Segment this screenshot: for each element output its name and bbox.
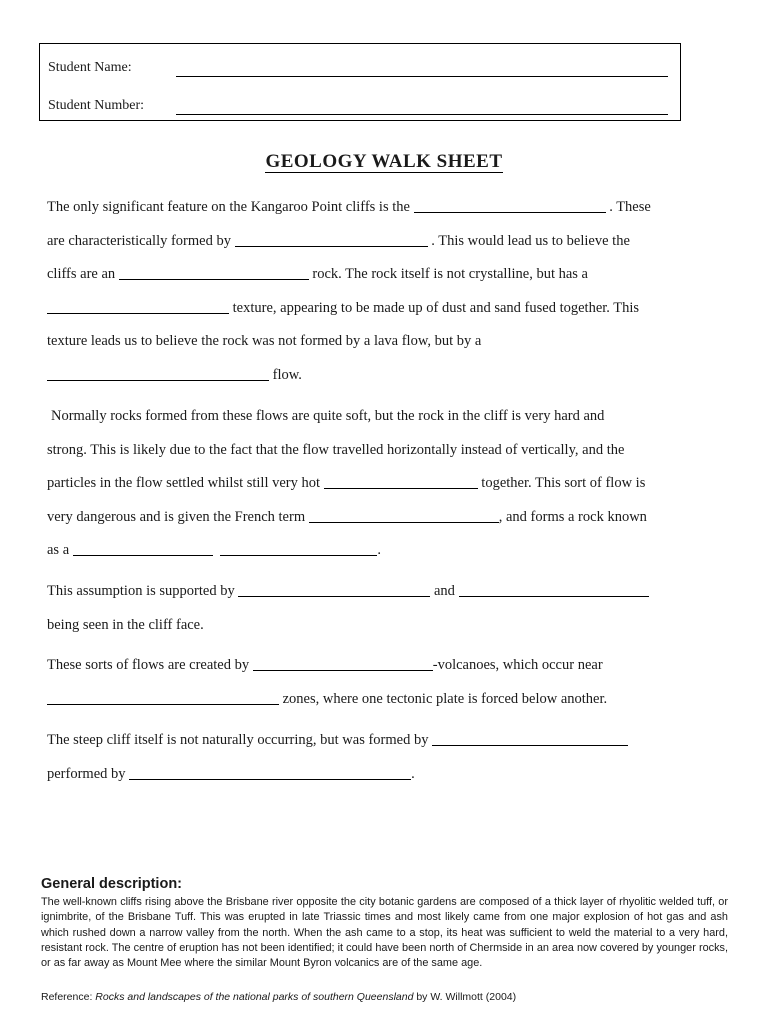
answer-blank[interactable] (47, 365, 269, 381)
reference-title: Rocks and landscapes of the national parks of southern Queensland (95, 991, 414, 1003)
page-title: GEOLOGY WALK SHEET (265, 151, 503, 172)
answer-blank[interactable] (47, 298, 229, 314)
text-line: The steep cliff itself is not naturally occurring, but was formed by (47, 724, 727, 758)
paragraph-5 (47, 724, 727, 791)
text-line: very dangerous and is given the French term , and forms a rock known (47, 508, 647, 525)
paragraph-4 (47, 649, 727, 716)
text-line: texture leads us to believe the rock was not formed by a lava flow, but by a (47, 333, 482, 350)
text-line: The only significant feature on the Kangaroo Point cliffs is the . These (47, 199, 651, 215)
answer-blank[interactable] (309, 507, 499, 523)
reference-prefix: Reference: (41, 991, 93, 1003)
text-line: strong. This is likely due to the fact that the flow travelled horizontally instead of vertically, and the (47, 441, 625, 458)
answer-blank[interactable] (73, 541, 213, 557)
text-line: zones, where one tectonic plate is forced below another. (47, 683, 727, 717)
text-line: particles in the flow settled whilst still very hot together. This sort of flow is (47, 475, 646, 492)
paragraph-2 (47, 400, 727, 568)
answer-blank[interactable] (324, 474, 478, 490)
text-line: performed by . (47, 765, 415, 782)
answer-blank[interactable] (220, 541, 377, 557)
text-line: flow. (47, 359, 727, 393)
text-line: are characteristically formed by . This would lead us to believe the (47, 232, 630, 249)
text-line: These sorts of flows are created by -volcanoes, which occur near (47, 657, 603, 673)
student-name-label: Student Name: (48, 60, 132, 75)
reference-suffix: by W. Willmott (2004) (416, 991, 517, 1003)
student-info-box (39, 43, 681, 121)
answer-blank[interactable] (129, 764, 411, 780)
student-number-label: Student Number: (48, 98, 145, 113)
text-line: as a . (47, 542, 382, 559)
general-description-text: The well-known cliffs rising above the Brisbane river opposite the city botanic gardens are composed of a thick layer of rhyolitic welded tuff, or ignimbrite, of the Brisbane Tuff. This was erupted in late Triassic times and most likely came from one major explosion of hot gas and ash which rushed down a narrow valley from the north. When the ash came to a stop, its heat was sufficient to weld the material to a very hard, resistant rock. The centre of eruption has not been identified; it could have been north of Chermside in an area now covered by younger rocks, or as far away as Mount Mee where the similar Mount Byron volcanics are of the same age. (41, 896, 728, 970)
text-line: This assumption is supported by and (47, 575, 727, 609)
text-line: Normally rocks formed from these flows are quite soft, but the rock in the cliff is very hard and (51, 408, 605, 424)
answer-blank[interactable] (119, 265, 309, 281)
text-line: being seen in the cliff face. (47, 616, 204, 633)
answer-blank[interactable] (47, 689, 279, 705)
student-name-field[interactable] (176, 76, 668, 77)
paragraph-1 (47, 191, 727, 393)
student-number-field[interactable] (176, 114, 668, 115)
text-line: cliffs are an rock. The rock itself is not crystalline, but has a (47, 266, 588, 283)
reference (41, 991, 516, 1003)
answer-blank[interactable] (253, 656, 433, 672)
text-line: texture, appearing to be made up of dust and sand fused together. This (47, 292, 727, 326)
answer-blank[interactable] (414, 198, 606, 214)
answer-blank[interactable] (238, 582, 430, 598)
paragraph-3 (47, 575, 727, 642)
answer-blank[interactable] (235, 231, 428, 247)
answer-blank[interactable] (459, 582, 649, 598)
answer-blank[interactable] (432, 731, 628, 747)
general-description-heading: General description: (41, 876, 183, 892)
